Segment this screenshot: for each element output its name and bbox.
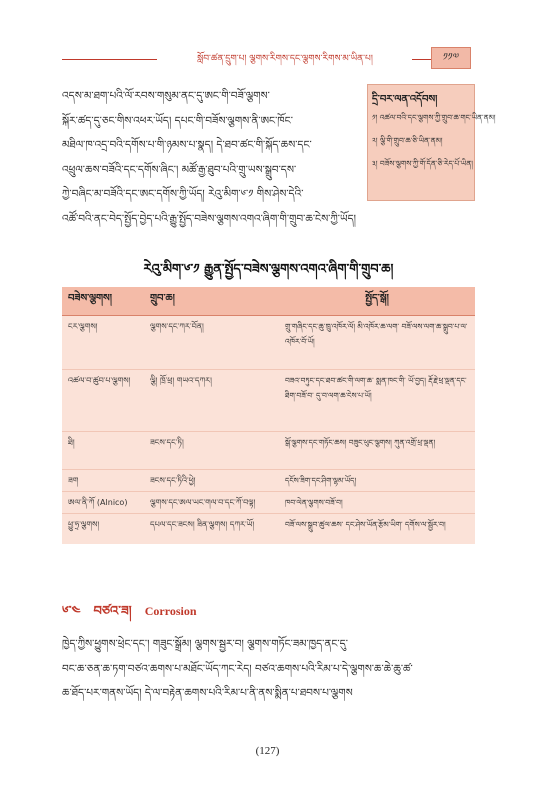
question-sidebar bbox=[367, 84, 496, 201]
cell-uses: བཟའ་བཏུང་དང་ཐབ་ཚང་གི་ལག་ཆ་ སྨན་ཁང་གི་ ཡོ་བྱད། རྡོ་རྗེ་ཕྲ་ལྡན་དང་ཐིག་བཟོ་བ་ དུ་བ་ལག་ཆ་ངེས་པ་ཡོ། bbox=[279, 370, 475, 432]
cell-composition: ལྕགས་དང་ཀར་བོན། bbox=[144, 316, 279, 370]
alloy-table bbox=[62, 287, 475, 544]
header-rule-right bbox=[412, 59, 432, 60]
running-title: སློབ་ཚན་དྲུག་པ། ལྕགས་རིགས་དང་ལྕགས་རིགས་མ་ཡིན་པ། bbox=[197, 54, 373, 64]
sidebar-question: ༡། འཚལ་བའི་དང་ལྕགས་ཀྱི་གྲུབ་ཆ་གང་ཡིན་ནམ། bbox=[372, 113, 496, 122]
cell-alloy: འཚལ་བ་ཚུབ་པ་ལྕགས། bbox=[62, 370, 144, 432]
cell-uses: སྒོ་ལྕགས་དང་གཏོང་ཆས། བཟུང་ཕུང་ལྕགས། ཀུན་འགྲོ་ཕྲ་ལྡན། bbox=[279, 432, 475, 470]
section-line: ཆ་ཐོད་པར་གནས་ཡོད། དེ་ལ་བརྟེན་ཆགས་པའི་རིམ་པ་ནི་ནས་སྨིན་པ་ཐབས་པ་ལྕགས bbox=[62, 687, 353, 699]
intro-line: སྐོར་ཚད་དུ་ཅང་གིས་འཕར་ཡོད། དཔང་གི་བཟོས་ལྕགས་ནི་ཨང་ཁོང་ bbox=[62, 114, 293, 127]
column-header-alloy: བཟེས་ལྕགས། bbox=[62, 287, 144, 316]
section-line: བང་ཆ་ཅན་ཆ་ཏག་བཙའ་ཆགས་པ་མཐོང་ཡོད་ཀང་རེད། བཙའ་ཆགས་པའི་རིམ་པ་དེ་ལྕགས་ཆ་ཆེ་ཆུ་ཚ་ bbox=[62, 662, 413, 675]
table-row bbox=[62, 492, 475, 514]
cell-alloy: ཨལ་ནི་ཀོ (Alnico) bbox=[62, 492, 144, 514]
intro-line: མཐིལ་ཁ་འདྲ་བའི་དགོས་པ་གི་ཉམས་པ་སྣད། དེ་ཐབ་ཚང་གི་སྐོད་ཆས་དང་ bbox=[62, 139, 312, 151]
table-row bbox=[62, 370, 475, 432]
cell-composition: ཟངས་དང་ཏིའི་ཕྱེ། bbox=[144, 470, 279, 492]
cell-composition: ཟངས་དང་ཏི། bbox=[144, 432, 279, 470]
header-rule-left bbox=[62, 59, 157, 60]
column-header-uses: སྤྱོད་སྒོ། bbox=[279, 287, 475, 316]
page-label-tab: ༡༡༧ bbox=[431, 47, 471, 69]
sidebar-question: ༣། བཟོས་ལྕགས་ཀྱི་གོ་དོན་ཅི་རེད་པོ་ཡིན། bbox=[372, 159, 473, 168]
cell-uses: ཁབ་ལེན་ལྕགས་བཟོ་བ། bbox=[279, 492, 475, 514]
section-paragraph bbox=[62, 632, 475, 706]
cell-uses: བཟོ་ལས་སྒྲུབ་ཚུལ་ཆས་ དང་ཤེས་ཡོན་རྩོམ་ཡིག་ དགོས་ལ་སྦྱོར་བ། bbox=[279, 514, 475, 544]
section-title: བཙའ་ཟ། bbox=[93, 604, 132, 619]
sidebar-question: ༢། ལྕི་གི་གྲུབ་ཆ་ཅི་ཡིན་ནམ། bbox=[372, 136, 443, 145]
table-title: རེའུ་མིག་༦་༡ རྒྱུན་སྤྱོད་བཟེས་ལྕགས་འགའ་ཞིག་གི་གྲུབ་ཆ། bbox=[143, 262, 394, 277]
section-line: ཁྱེད་ཀྱིས་ཕྱུགས་ཕྲེང་དང་། གཟུང་སྒྲོམ། ལྕགས་སྦྱར་བ། ལྕགས་གཏོང་ཟམ་ཁྱད་ནང་དུ་ bbox=[62, 638, 348, 650]
column-header-composition: གྲུབ་ཆ། bbox=[144, 287, 279, 316]
intro-paragraph bbox=[62, 84, 362, 182]
cell-composition: དཔལ་དང་ཟངས། ཟིན་ལྕགས། དཀར་ཡོ། bbox=[144, 514, 279, 544]
intro-line: འཚོ་བའི་ནང་བེད་སྤྱོད་བྱེད་པའི་རྒྱུ་སྤྱོད་བཟེས་ལྕགས་འགའ་ཞིག་གི་གྲུབ་ཆ་ངེས་ཀྱི་ཡོད། bbox=[62, 212, 357, 225]
sidebar-title: དྲི་བར་ལན་འདོབས། bbox=[372, 94, 438, 105]
table-header-row bbox=[62, 287, 475, 316]
cell-alloy: ཟག bbox=[62, 470, 144, 492]
table-row bbox=[62, 432, 475, 470]
section-title-english: Corrosion bbox=[144, 604, 197, 618]
page-number: (127) bbox=[255, 745, 280, 757]
intro-line: ཀྱེ་བཞིང་མ་བཟོའི་དང་ཨང་དགོས་ཀྱི་ཡོད། རེའུ་མིག་༦་༡ གིས་ཤེས་དེའི་ bbox=[62, 188, 304, 200]
intro-line: འཕྲུལ་ཆས་བཟོའི་དང་དགོས་ཞིང་། མཚོ་རྒྱ་ཐུབ་པའི་གྲུ་ཡས་སྒྲུབ་དས་ bbox=[62, 163, 297, 176]
cell-composition: ལྕགས་དང་ཨལ་ཡང་གལ་བ་དང་ཀོ་བལྟ། bbox=[144, 492, 279, 514]
cell-alloy: ངར་ལྕགས། bbox=[62, 316, 144, 370]
cell-alloy: ཐི། bbox=[62, 432, 144, 470]
cell-alloy: ཕྱུ་ཧྲ་ལྕགས། bbox=[62, 514, 144, 544]
cell-composition: ལྕི། ཁྲོ་ཕྲ། གཡའ་དཀར། bbox=[144, 370, 279, 432]
table-row bbox=[62, 514, 475, 544]
cell-uses: དངོས་ཟིག་དང་ཤིག་ལྷམ་ཡོད། bbox=[279, 470, 475, 492]
section-heading bbox=[62, 596, 197, 633]
intro-line: འདས་མ་ཐག་པའི་ལོ་རབས་གསུམ་ནང་དུ་ཨང་གི་བཟོ་ལྕགས་ bbox=[62, 90, 270, 102]
table-row bbox=[62, 470, 475, 492]
section-number: ༦་༤ bbox=[62, 604, 81, 619]
cell-uses: གྲུ་གཞིང་དང་ཆུ་ཁྲུ་འཁོར་ལོ། མི་འཁོར་ཆ་ལག་ བཟོ་ལས་ལག་ཆ་སྒྲུབ་པ་ལ་འཁོར་བོ་ཡོ། bbox=[279, 316, 475, 370]
table-row bbox=[62, 316, 475, 370]
